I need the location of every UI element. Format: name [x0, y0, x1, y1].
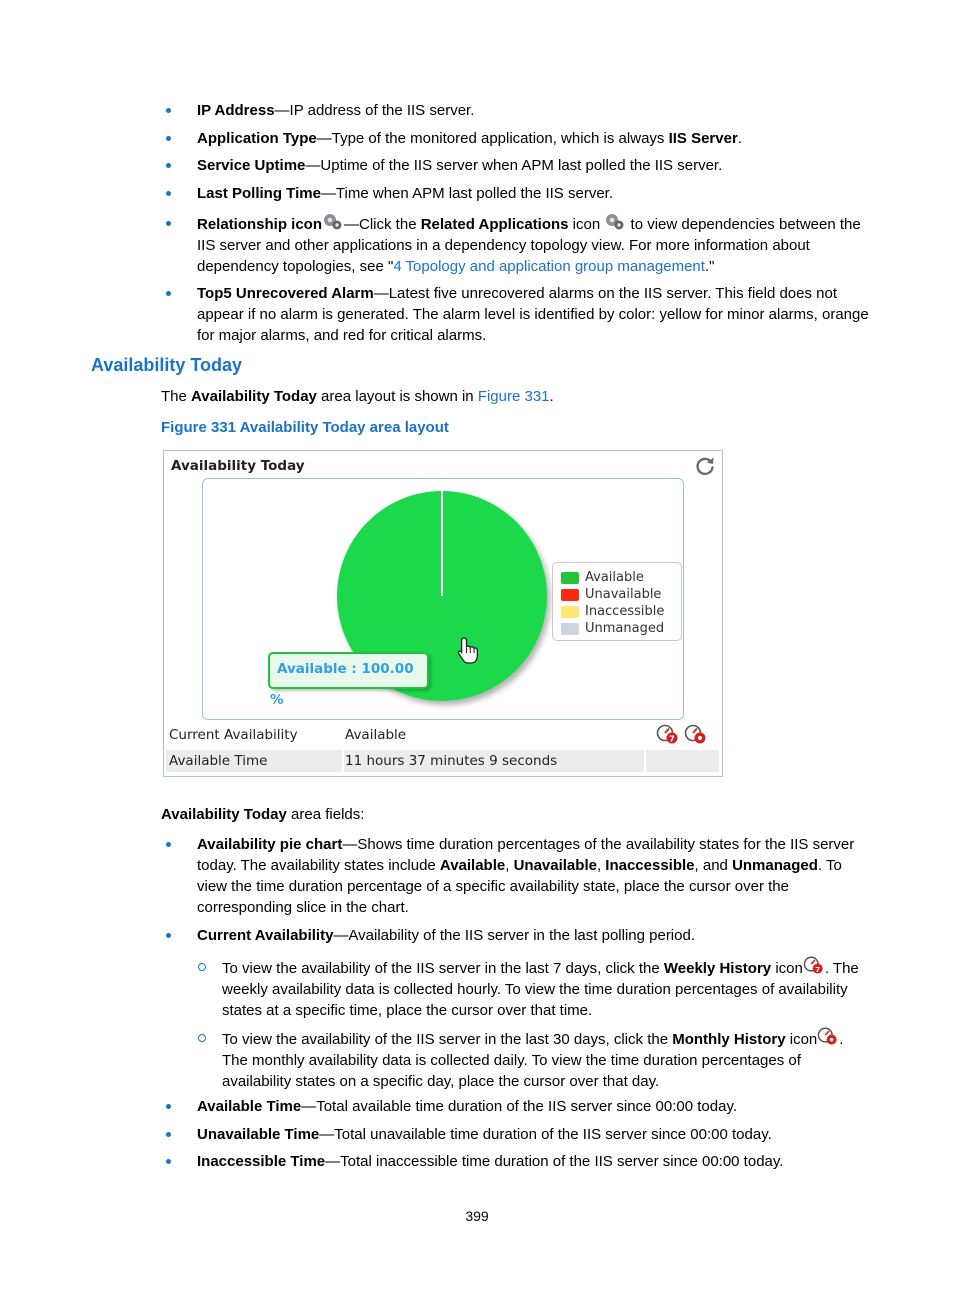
bullet-availability-pie-chart: Availability pie chart—Shows time duration percentages of the availability states for the IIS server today. The availability states include Available, Unavailable, Inaccessible, and Unmanaged. To view the time duration percentage of a specific availability state, place the cursor over the corresponding slice in the chart. [197, 836, 855, 916]
svg-text:7: 7 [814, 964, 821, 974]
bullet-dot [166, 842, 171, 847]
availability-today-panel [163, 450, 723, 777]
bullet-dot [166, 933, 171, 938]
intro-paragraph: The Availability Today area layout is shown in Figure 331. [161, 388, 554, 405]
related-applications-icon [604, 213, 626, 231]
bullet-dot [166, 1159, 171, 1164]
sub-bullet-monthly-history: To view the availability of the IIS server in the last 30 days, click the Monthly History icon . The monthly availability data is collected daily. To view the time duration percentages of availability states on a specific day, place the cursor over that day. [222, 1026, 867, 1092]
legend-swatch [561, 606, 579, 618]
available-time-value: 11 hours 37 minutes 9 seconds [345, 753, 558, 769]
fields-intro: Availability Today area fields: [161, 806, 365, 823]
bullet-dot [166, 163, 171, 168]
monthly-history-icon[interactable] [684, 723, 708, 745]
history-icons [656, 723, 708, 749]
page-number: 399 [465, 1208, 489, 1224]
bullet-relationship-icon: Relationship icon —Click the Related Applications icon to view dependencies between the IIS server and other applications in a dependency topology view. For more information about dependency topologies, see "4 Topology and application group management." [197, 213, 869, 277]
bullet-dot [166, 1132, 171, 1137]
legend-swatch [561, 623, 579, 635]
figure-link[interactable]: Figure 331 [477, 388, 550, 405]
bullet-service-uptime: Service Uptime—Uptime of the IIS server when APM last polled the IIS server. [197, 157, 723, 174]
weekly-history-icon [803, 955, 825, 975]
bullet-dot [166, 136, 171, 141]
legend-label: Inaccessible [585, 604, 665, 619]
legend-label: Unmanaged [585, 621, 665, 636]
sub-bullet-circle [198, 963, 206, 971]
bullet-last-polling-time: Last Polling Time—Time when APM last polled the IIS server. [197, 185, 613, 202]
svg-text:7: 7 [669, 734, 675, 744]
bullet-available-time: Available Time—Total available time duration of the IIS server since 00:00 today. [197, 1098, 738, 1115]
panel-title: Availability Today [171, 458, 305, 474]
chart-tooltip: Available : 100.00 % [268, 652, 429, 689]
monthly-history-icon [817, 1026, 839, 1046]
figure-caption: Figure 331 Availability Today area layout [161, 419, 449, 436]
section-heading: Availability Today [91, 355, 243, 375]
available-time-label: Available Time [169, 753, 268, 769]
weekly-history-icon[interactable] [656, 723, 680, 745]
topology-link[interactable]: 4 Topology and application group management [393, 258, 705, 275]
legend-label: Available [585, 570, 644, 585]
bullet-current-availability: Current Availability—Availability of the IIS server in the last polling period. [197, 927, 695, 944]
bullet-dot [166, 1104, 171, 1109]
bullet-inaccessible-time: Inaccessible Time—Total inaccessible time duration of the IIS server since 00:00 today. [197, 1153, 784, 1170]
refresh-icon[interactable] [694, 455, 716, 477]
bullet-dot [166, 221, 171, 226]
bullet-top5-alarm: Top5 Unrecovered Alarm—Latest five unrecovered alarms on the IIS server. This field does not appear if no alarm is generated. The alarm level is identified by color: yellow for minor alarms, orange for major alarms, and red for critical alarms. [197, 285, 869, 344]
current-availability-value: Available [345, 727, 407, 743]
chart-legend [552, 562, 682, 641]
bullet-dot [166, 108, 171, 113]
bullet-dot [166, 291, 171, 296]
cell-separator [342, 750, 344, 772]
sub-bullet-weekly-history: To view the availability of the IIS server in the last 7 days, click the Weekly History icon 7 . The weekly availability data is collected hourly. To view the time duration percentages of availability states at a specific time, place the cursor over that time. [222, 955, 867, 1021]
sub-bullet-circle [198, 1034, 206, 1042]
bullet-unavailable-time: Unavailable Time—Total unavailable time duration of the IIS server since 00:00 today. [197, 1126, 772, 1143]
cell-separator [644, 750, 646, 772]
bullet-application-type: Application Type—Type of the monitored application, which is always IIS Server. [197, 130, 742, 147]
bullet-ip-address: IP Address—IP address of the IIS server. [197, 102, 475, 119]
related-applications-icon [322, 213, 344, 231]
current-availability-label: Current Availability [169, 727, 298, 743]
legend-label: Unavailable [585, 587, 662, 602]
legend-swatch [561, 589, 579, 601]
legend-swatch [561, 572, 579, 584]
bullet-dot [166, 191, 171, 196]
